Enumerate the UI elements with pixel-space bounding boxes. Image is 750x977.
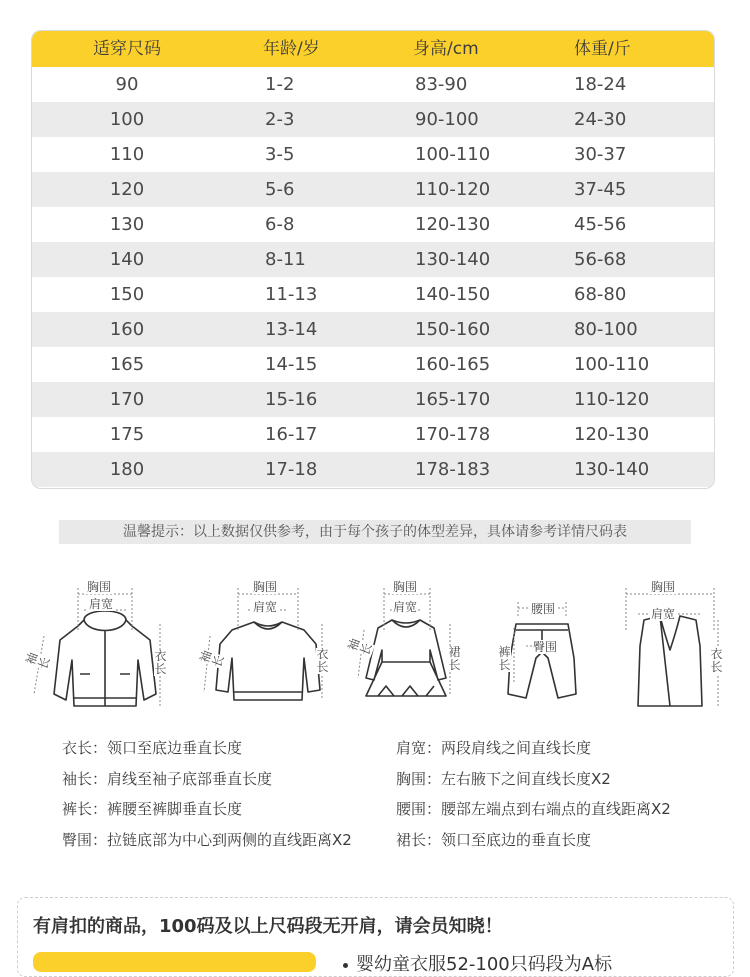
size-tip: 温馨提示：以上数据仅供参考，由于每个孩子的体型差异，具体请参考详情尺码表 xyxy=(59,520,691,544)
cell-age: 11-13 xyxy=(265,284,318,305)
cell-weight: 80-100 xyxy=(574,319,638,340)
cell-weight: 120-130 xyxy=(574,424,650,445)
cell-weight: 56-68 xyxy=(574,249,627,270)
cell-height: 160-165 xyxy=(415,354,491,375)
sweater-chest-label: 胸围 xyxy=(253,580,278,594)
cell-size: 150 xyxy=(109,284,145,305)
table-row xyxy=(32,242,714,277)
header-age: 年龄/岁 xyxy=(263,39,320,59)
jacket-shoulder-label: 肩宽 xyxy=(89,597,114,611)
cell-size: 100 xyxy=(109,109,145,130)
cell-size: 120 xyxy=(109,179,145,200)
def-skirt-length: 裙长：领口至底边的垂直长度 xyxy=(396,831,592,849)
jacket-sleeve-label: 袖长 xyxy=(23,650,53,672)
cell-height: 130-140 xyxy=(415,249,491,270)
cell-age: 13-14 xyxy=(265,319,318,340)
notice-highlight-bar xyxy=(33,952,316,972)
table-row xyxy=(32,137,714,172)
cell-size: 110 xyxy=(109,144,145,165)
vest-chest-label: 胸围 xyxy=(651,580,676,594)
notice-text: 有肩扣的商品，100码及以上尺码段无开肩，请会员知晓！ xyxy=(33,916,503,937)
cell-size: 175 xyxy=(109,424,145,445)
vest-icon xyxy=(614,574,724,714)
cell-weight: 45-56 xyxy=(574,214,627,235)
dress-sleeve-label: 袖长 xyxy=(345,636,375,658)
table-row xyxy=(32,102,714,137)
cell-age: 3-5 xyxy=(265,144,295,165)
pants-hip-label: 臀围 xyxy=(533,640,558,654)
cell-weight: 37-45 xyxy=(574,179,627,200)
cell-age: 15-16 xyxy=(265,389,318,410)
notice-subtext-label: 婴幼童衣服52-100只码段为A标 xyxy=(356,954,613,975)
cell-weight: 100-110 xyxy=(574,354,650,375)
cell-size: 165 xyxy=(109,354,145,375)
table-row xyxy=(32,172,714,207)
def-pants-length: 裤长：裤腰至裤脚垂直长度 xyxy=(62,800,243,818)
sweater-sleeve-label: 袖长 xyxy=(197,648,227,670)
bullet-icon xyxy=(343,963,348,968)
cell-height: 90-100 xyxy=(415,109,479,130)
cell-size: 140 xyxy=(109,249,145,270)
vest-shoulder-label: 肩宽 xyxy=(651,607,676,621)
jacket-length-label: 衣长 xyxy=(154,649,167,676)
cell-age: 8-11 xyxy=(265,249,306,270)
header-size: 适穿尺码 xyxy=(93,39,161,59)
cell-age: 14-15 xyxy=(265,354,318,375)
header-height: 身高/cm xyxy=(413,39,479,59)
cell-size: 160 xyxy=(109,319,145,340)
def-hip: 臀围：拉链底部为中心到两侧的直线距离X2 xyxy=(62,831,352,849)
cell-weight: 18-24 xyxy=(574,74,627,95)
cell-size: 130 xyxy=(109,214,145,235)
cell-height: 150-160 xyxy=(415,319,491,340)
cell-height: 165-170 xyxy=(415,389,491,410)
dress-diagram xyxy=(345,574,470,714)
cell-height: 100-110 xyxy=(415,144,491,165)
def-garment-length: 衣长：领口至底边垂直长度 xyxy=(62,739,243,757)
dress-chest-label: 胸围 xyxy=(393,580,418,594)
table-row xyxy=(32,312,714,347)
cell-age: 1-2 xyxy=(265,74,295,95)
jacket-diagram xyxy=(23,574,178,714)
notice-subtext xyxy=(343,950,612,976)
cell-age: 2-3 xyxy=(265,109,295,130)
sweater-icon xyxy=(204,574,344,714)
table-row xyxy=(32,417,714,452)
cell-height: 140-150 xyxy=(415,284,491,305)
cell-size: 170 xyxy=(109,389,145,410)
dress-shoulder-label: 肩宽 xyxy=(393,600,418,614)
cell-age: 16-17 xyxy=(265,424,318,445)
shoulder-button-notice xyxy=(17,897,734,977)
jacket-chest-label: 胸围 xyxy=(87,580,112,594)
cell-weight: 68-80 xyxy=(574,284,627,305)
table-row xyxy=(32,67,714,102)
vest-length-label: 衣长 xyxy=(710,647,723,674)
def-waist: 腰围：腰部左端点到右端点的直线距离X2 xyxy=(396,800,671,818)
cell-size: 90 xyxy=(115,74,139,95)
cell-height: 120-130 xyxy=(415,214,491,235)
cell-size: 180 xyxy=(109,459,145,480)
cell-weight: 30-37 xyxy=(574,144,627,165)
def-chest: 胸围：左右腋下之间直线长度X2 xyxy=(396,770,611,788)
pants-length-label: 裤长 xyxy=(498,645,511,672)
table-row xyxy=(32,452,714,487)
vest-diagram xyxy=(614,574,724,714)
table-row xyxy=(32,382,714,417)
cell-age: 5-6 xyxy=(265,179,295,200)
table-row xyxy=(32,207,714,242)
table-header-row xyxy=(32,31,714,67)
def-sleeve-length: 袖长：肩线至袖子底部垂直长度 xyxy=(62,770,273,788)
cell-age: 17-18 xyxy=(265,459,318,480)
cell-height: 110-120 xyxy=(415,179,491,200)
cell-age: 6-8 xyxy=(265,214,295,235)
pants-waist-label: 腰围 xyxy=(531,602,556,616)
cell-weight: 24-30 xyxy=(574,109,627,130)
cell-height: 170-178 xyxy=(415,424,491,445)
pants-diagram xyxy=(492,574,592,714)
sweater-shoulder-label: 肩宽 xyxy=(253,600,278,614)
table-row xyxy=(32,347,714,382)
dress-length-label: 裙长 xyxy=(448,645,461,672)
cell-height: 83-90 xyxy=(415,74,468,95)
size-table xyxy=(31,30,715,489)
jacket-icon xyxy=(28,574,178,714)
header-weight: 体重/斤 xyxy=(574,39,631,59)
cell-weight: 130-140 xyxy=(574,459,650,480)
sweater-length-label: 衣长 xyxy=(316,647,329,674)
sweater-diagram xyxy=(197,574,344,714)
def-shoulder: 肩宽：两段肩线之间直线长度 xyxy=(396,739,592,757)
table-row xyxy=(32,277,714,312)
cell-weight: 110-120 xyxy=(574,389,650,410)
cell-height: 178-183 xyxy=(415,459,491,480)
